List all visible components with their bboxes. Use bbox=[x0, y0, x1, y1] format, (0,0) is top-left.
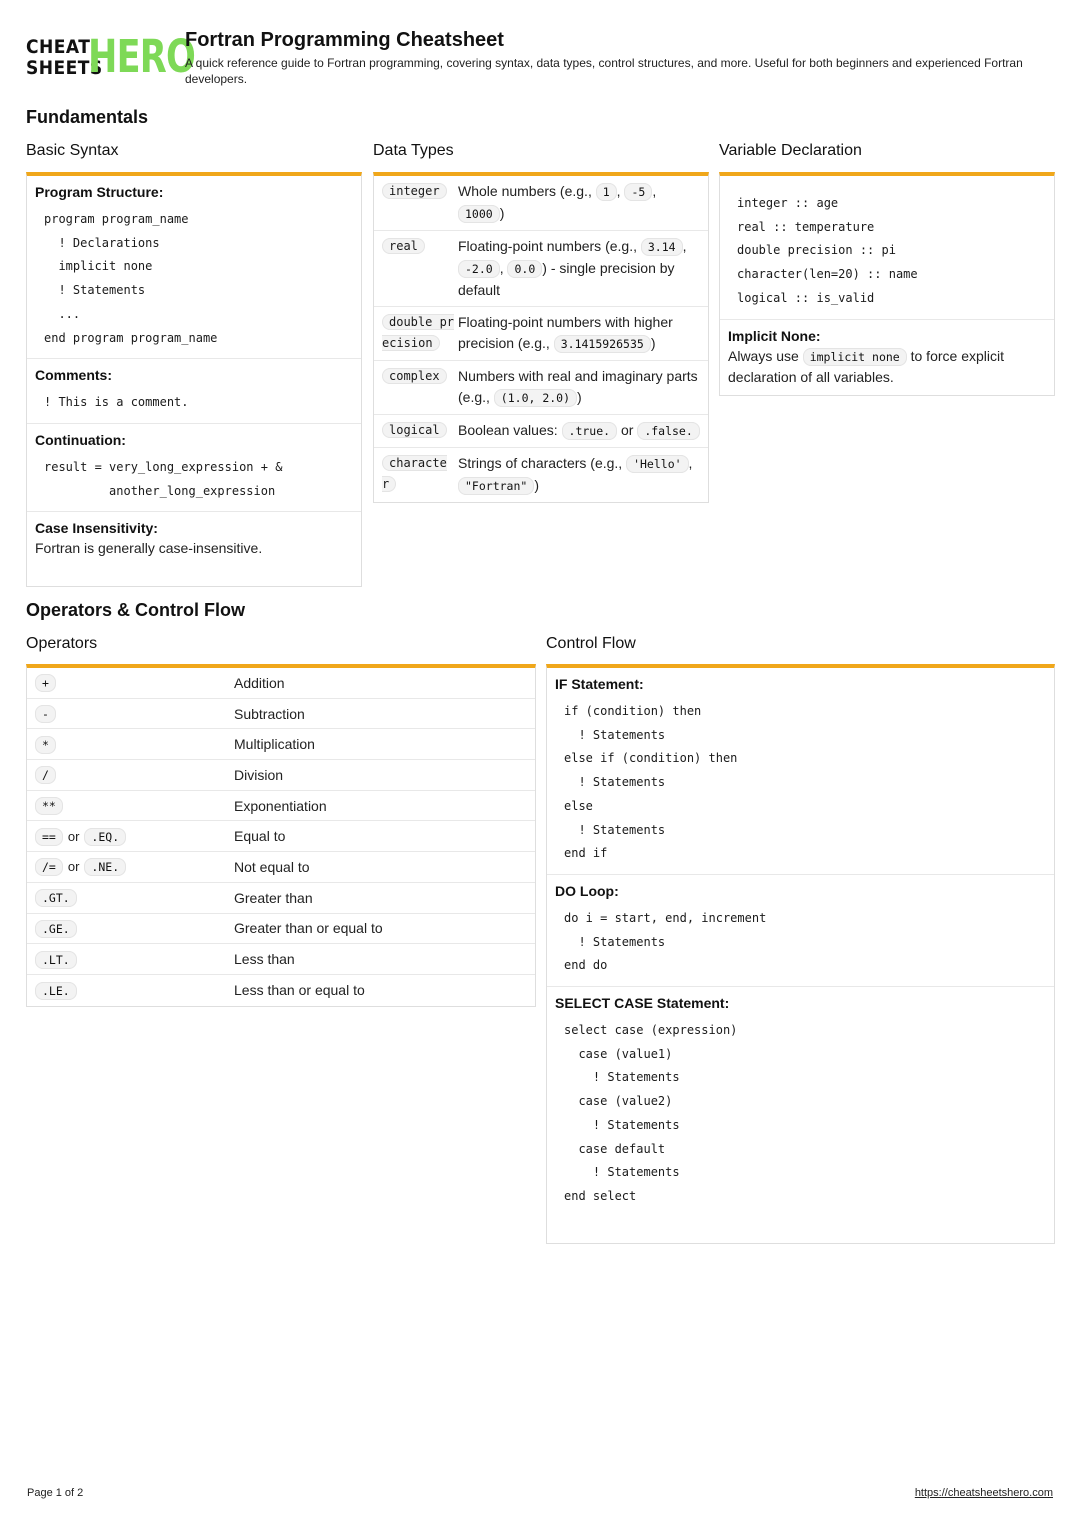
operator-symbols bbox=[35, 737, 234, 752]
do-loop-code: do i = start, end, increment ! Statements end do bbox=[564, 910, 767, 973]
operator-row bbox=[27, 852, 535, 883]
data-type-key bbox=[382, 453, 458, 497]
operator-symbols bbox=[35, 983, 234, 998]
data-type-example: -5 bbox=[624, 183, 652, 201]
comments-heading: Comments: bbox=[35, 367, 113, 384]
operator-description: Exponentiation bbox=[234, 797, 327, 814]
data-type-key-code: double precision bbox=[382, 315, 455, 350]
operator-symbols bbox=[35, 675, 234, 690]
declaration-code: integer :: age real :: temperature double precision :: pi character(len=20) :: name logical :: is_valid bbox=[737, 196, 918, 305]
implicit-none-pre: Always use bbox=[728, 347, 803, 364]
implicit-none-code: implicit none bbox=[803, 348, 907, 366]
data-type-separator: , bbox=[616, 183, 625, 199]
operator-symbol: .NE. bbox=[84, 858, 126, 876]
data-type-key bbox=[382, 181, 458, 225]
operator-description: Division bbox=[234, 766, 284, 783]
operator-symbol: ** bbox=[35, 797, 63, 815]
operator-row bbox=[27, 944, 535, 975]
continuation-heading: Continuation: bbox=[35, 431, 126, 448]
continuation-block bbox=[27, 424, 361, 512]
section-title-operators-control: Operators & Control Flow bbox=[26, 600, 246, 620]
operator-symbols bbox=[35, 952, 234, 967]
operator-description: Less than bbox=[234, 951, 295, 968]
operator-row bbox=[27, 883, 535, 914]
logo[interactable] bbox=[26, 30, 196, 83]
operator-symbol: .EQ. bbox=[84, 828, 126, 846]
data-type-example: 3.1415926535 bbox=[554, 335, 651, 353]
data-type-row bbox=[374, 231, 708, 307]
implicit-none-heading: Implicit None: bbox=[728, 327, 821, 344]
case-insensitivity-text: Fortran is generally case-insensitive. bbox=[35, 540, 263, 557]
data-type-description-end: ) - single precision by default bbox=[458, 260, 675, 298]
card-title-data-types: Data Types bbox=[373, 142, 454, 159]
operator-symbol: == bbox=[35, 828, 63, 846]
card-title-control-flow: Control Flow bbox=[546, 635, 636, 652]
data-type-key-code: complex bbox=[382, 368, 447, 384]
program-structure-block bbox=[27, 176, 361, 359]
operator-description: Equal to bbox=[234, 828, 286, 845]
comments-code: ! This is a comment. bbox=[44, 395, 189, 410]
operator-symbol: / bbox=[35, 766, 56, 784]
operator-symbol: .LT. bbox=[35, 951, 77, 969]
logo-word-hero: HERO bbox=[88, 30, 196, 83]
data-type-description-end: ) bbox=[534, 477, 539, 493]
operator-row bbox=[27, 699, 535, 730]
page-number: Page 1 of 2 bbox=[27, 1487, 84, 1499]
do-loop-block bbox=[547, 875, 1054, 987]
data-type-example: .false. bbox=[637, 422, 699, 440]
data-type-description-end: ) bbox=[650, 335, 656, 351]
data-type-description-end: ) bbox=[577, 389, 582, 405]
operator-symbols bbox=[35, 859, 234, 874]
operator-symbol: .LE. bbox=[35, 982, 77, 1000]
data-type-key bbox=[382, 236, 458, 301]
operator-description: Less than or equal to bbox=[234, 982, 365, 999]
operator-symbol: * bbox=[35, 736, 56, 754]
data-type-example: .true. bbox=[562, 422, 618, 440]
logo-word-cheat: CHEAT bbox=[26, 36, 91, 58]
data-type-example: 1000 bbox=[458, 205, 500, 223]
page-title: Fortran Programming Cheatsheet bbox=[185, 29, 504, 51]
data-type-description-text: Floating-point numbers (e.g., bbox=[458, 238, 641, 254]
data-type-example: 0.0 bbox=[507, 260, 542, 278]
case-insensitivity-block bbox=[27, 512, 361, 566]
data-type-description-end: ) bbox=[499, 205, 505, 221]
data-type-separator: or bbox=[617, 422, 638, 438]
operators-table bbox=[27, 668, 535, 1006]
data-type-separator: , bbox=[688, 455, 693, 471]
operator-description: Addition bbox=[234, 674, 285, 691]
operator-row bbox=[27, 729, 535, 760]
data-type-example: 1 bbox=[596, 183, 617, 201]
data-type-example: 'Hello' bbox=[626, 455, 688, 473]
operator-symbols bbox=[35, 890, 234, 905]
data-type-example: 3.14 bbox=[641, 238, 683, 256]
data-type-key-code: real bbox=[382, 238, 425, 254]
operators-card bbox=[26, 664, 536, 1007]
if-statement-code: if (condition) then ! Statements else if (condition) then ! Statements else ! Statements end if bbox=[564, 704, 738, 861]
operator-symbol: .GT. bbox=[35, 889, 77, 907]
operator-or: or bbox=[67, 859, 80, 875]
card-title-variable-declaration: Variable Declaration bbox=[719, 142, 862, 159]
operator-or: or bbox=[67, 828, 80, 844]
comments-block bbox=[27, 359, 361, 424]
logo-word-sheets: SHEETS bbox=[26, 57, 103, 79]
implicit-none-text bbox=[728, 346, 1046, 387]
data-type-example: (1.0, 2.0) bbox=[494, 389, 577, 407]
data-type-row bbox=[374, 448, 708, 502]
section-title-fundamentals: Fundamentals bbox=[26, 107, 149, 127]
operator-row bbox=[27, 791, 535, 822]
data-type-description-text: Strings of characters (e.g., bbox=[458, 455, 627, 471]
select-case-code: select case (expression) case (value1) ! Statements case (value2) ! Statements case default ! Statements end select bbox=[564, 1023, 738, 1203]
operator-description: Multiplication bbox=[234, 736, 315, 753]
data-type-example: "Fortran" bbox=[458, 477, 534, 495]
data-type-key bbox=[382, 420, 458, 442]
operator-row bbox=[27, 668, 535, 699]
data-type-key bbox=[382, 366, 458, 409]
card-title-operators: Operators bbox=[26, 635, 98, 652]
operator-symbols bbox=[35, 798, 234, 813]
operator-row bbox=[27, 914, 535, 945]
program-structure-heading: Program Structure: bbox=[35, 184, 164, 200]
operator-symbols bbox=[35, 767, 234, 782]
if-statement-heading: IF Statement: bbox=[555, 676, 644, 692]
card-title-basic-syntax: Basic Syntax bbox=[26, 142, 119, 159]
operator-symbols bbox=[35, 706, 234, 721]
data-type-key-code: logical bbox=[382, 422, 447, 438]
case-insensitivity-heading: Case Insensitivity: bbox=[35, 520, 158, 537]
if-statement-block bbox=[547, 668, 1054, 875]
operator-row bbox=[27, 975, 535, 1006]
operator-symbol: /= bbox=[35, 858, 63, 876]
data-type-key-code: character bbox=[382, 456, 447, 491]
data-type-key-code: integer bbox=[382, 183, 447, 199]
data-type-separator: , bbox=[652, 183, 657, 199]
do-loop-heading: DO Loop: bbox=[555, 882, 619, 899]
operator-row bbox=[27, 821, 535, 852]
variable-declaration-card bbox=[719, 172, 1055, 396]
data-type-example: -2.0 bbox=[458, 260, 500, 278]
data-type-separator: , bbox=[499, 260, 508, 276]
operator-description: Not equal to bbox=[234, 858, 310, 875]
data-type-description-text: Floating-point numbers with higher precision (e.g., bbox=[458, 314, 673, 351]
operator-description: Greater than bbox=[234, 889, 313, 906]
data-type-row bbox=[374, 176, 708, 231]
data-types-table bbox=[374, 176, 708, 502]
data-type-description bbox=[458, 236, 700, 301]
program-structure-code: program program_name ! Declarations implicit none ! Statements ... end program program_name bbox=[44, 212, 218, 345]
site-link[interactable]: https://cheatsheetshero.com bbox=[914, 1487, 1053, 1499]
data-type-separator: , bbox=[682, 238, 687, 254]
page-subtitle: A quick reference guide to Fortran programming, covering syntax, data types, control structures, and more. Useful for both beginners and experienced Fortran developers. bbox=[185, 56, 1023, 86]
select-case-heading: SELECT CASE Statement: bbox=[555, 995, 730, 1012]
operator-description: Subtraction bbox=[234, 705, 305, 722]
declaration-block bbox=[720, 176, 1054, 320]
data-type-row bbox=[374, 361, 708, 415]
control-flow-card bbox=[546, 664, 1055, 1244]
operator-symbol: + bbox=[35, 674, 56, 692]
continuation-code: result = very_long_expression + & another_long_expression bbox=[44, 459, 283, 498]
implicit-none-block bbox=[720, 320, 1054, 395]
data-type-description bbox=[458, 181, 700, 225]
data-type-description-text: Whole numbers (e.g., bbox=[458, 183, 596, 199]
data-type-key bbox=[382, 312, 458, 355]
data-type-description bbox=[458, 453, 700, 497]
data-type-row bbox=[374, 415, 708, 448]
operator-symbols bbox=[35, 921, 234, 936]
operator-symbols bbox=[35, 829, 234, 844]
implicit-none-post: to force explicit declaration of all variables. bbox=[728, 347, 1004, 385]
data-type-description bbox=[458, 312, 700, 355]
data-type-description-text: Numbers with real and imaginary parts (e.g., bbox=[458, 368, 698, 405]
data-type-row bbox=[374, 307, 708, 361]
data-type-description bbox=[458, 420, 700, 442]
data-type-description-text: Boolean values: bbox=[458, 422, 562, 438]
data-types-card bbox=[373, 172, 709, 503]
data-type-description bbox=[458, 366, 700, 409]
select-case-block bbox=[547, 987, 1054, 1217]
operator-symbol: .GE. bbox=[35, 920, 77, 938]
operator-row bbox=[27, 760, 535, 791]
basic-syntax-card bbox=[26, 172, 362, 587]
operator-symbol: - bbox=[35, 705, 56, 723]
operator-description: Greater than or equal to bbox=[234, 920, 383, 937]
